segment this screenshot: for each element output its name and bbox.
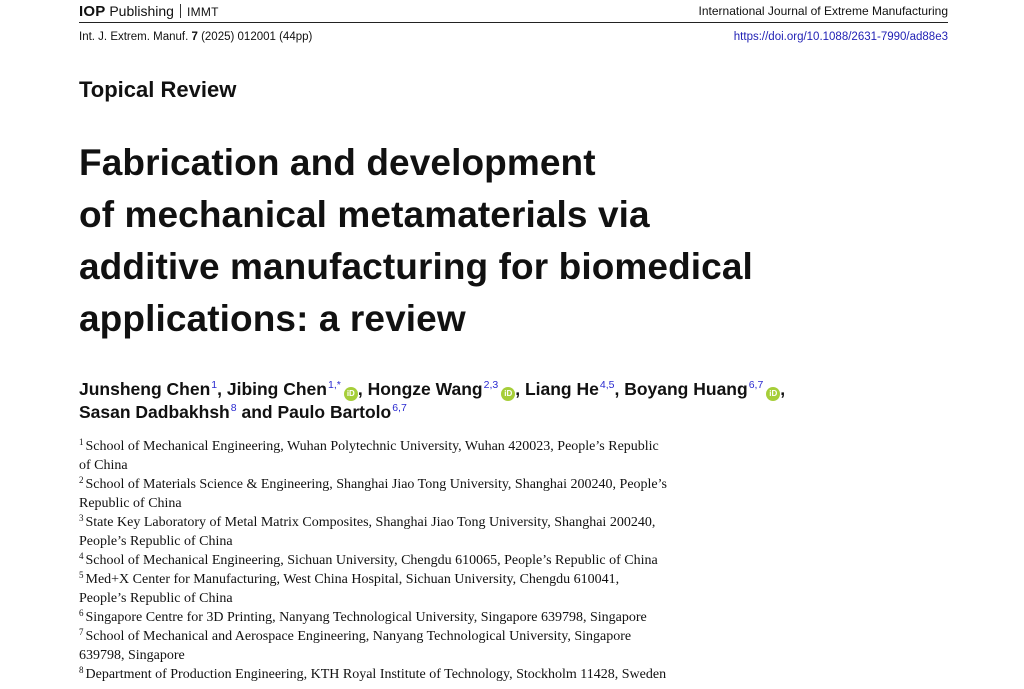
journal-name: International Journal of Extreme Manufacturing (698, 4, 948, 18)
affiliation-text: School of Materials Science & Engineering, Shanghai Jiao Tong University, Shanghai 200240, People’s (85, 477, 667, 492)
affiliation-item (79, 475, 799, 513)
affiliation-line (79, 570, 799, 589)
author-name: Boyang Huang (624, 379, 748, 399)
affiliation-number: 7 (79, 627, 84, 637)
author-line (79, 401, 959, 424)
affiliation-item (79, 608, 799, 627)
citation-volume: 7 (191, 31, 198, 43)
doi-link[interactable]: https://doi.org/10.1088/2631-7990/ad88e3 (733, 31, 948, 43)
affiliation-list (79, 437, 799, 684)
publisher-name-rest: Publishing (105, 3, 174, 19)
affiliation-text: Department of Production Engineering, KTH Royal Institute of Technology, Stockholm 11428, Sweden (85, 667, 667, 682)
affiliation-item (79, 627, 799, 665)
affiliation-number: 8 (79, 665, 84, 675)
affiliation-line (79, 665, 799, 684)
affiliation-text: State Key Laboratory of Metal Matrix Composites, Shanghai Jiao Tong University, Shanghai 200240, (85, 515, 656, 530)
affiliation-line (79, 437, 799, 456)
author-name: Sasan Dadbakhsh (79, 402, 230, 422)
affiliation-item (79, 570, 799, 608)
title-line: additive manufacturing for biomedical (79, 246, 753, 287)
title-line: Fabrication and development (79, 142, 596, 183)
author-name: Paulo Bartolo (277, 402, 392, 422)
partner-name: IMMT (186, 5, 219, 19)
author-name: Junsheng Chen (79, 379, 211, 399)
affiliation-item (79, 551, 799, 570)
affiliation-line: 639798, Singapore (79, 648, 185, 663)
affiliation-line (79, 551, 799, 570)
publisher-name-bold: IOP (79, 3, 106, 20)
article-type: Topical Review (79, 77, 237, 102)
author-affil-sup[interactable]: 6,7 (392, 402, 407, 414)
author-line (79, 378, 959, 401)
affiliation-number: 1 (79, 437, 84, 447)
affiliation-text: School of Mechanical Engineering, Wuhan Polytechnic University, Wuhan 420023, People’s Republic (85, 439, 659, 454)
author-separator: , (515, 379, 525, 399)
affiliation-text: School of Mechanical Engineering, Sichuan University, Chengdu 610065, People’s Republic of China (85, 553, 658, 568)
affiliation-number: 3 (79, 513, 84, 523)
affiliation-line: People’s Republic of China (79, 534, 233, 549)
author-affil-sup[interactable]: 1,* (327, 379, 341, 391)
affiliation-number: 5 (79, 570, 84, 580)
citation (79, 30, 312, 44)
affiliation-number: 4 (79, 551, 84, 561)
affiliation-text: School of Mechanical and Aerospace Engineering, Nanyang Technological University, Singapore (85, 629, 632, 644)
author-separator: , (614, 379, 625, 399)
affiliation-item (79, 513, 799, 551)
author-name: Hongze Wang (367, 379, 483, 399)
author-affil-sup[interactable]: 2,3 (483, 379, 499, 391)
affiliation-line (79, 608, 799, 627)
author-separator: , (357, 379, 368, 399)
affiliation-line: of China (79, 458, 128, 473)
affiliation-text: Singapore Centre for 3D Printing, Nanyang Technological University, Singapore 639798, Singapore (85, 610, 647, 625)
affiliation-line (79, 475, 799, 494)
paper-title (79, 137, 879, 345)
author-affil-sup[interactable]: 6,7 (748, 379, 764, 391)
publisher-logo (79, 3, 219, 20)
affiliation-item (79, 437, 799, 475)
author-separator: , (780, 379, 786, 399)
author-affil-sup[interactable]: 4,5 (599, 379, 615, 391)
title-line: of mechanical metamaterials via (79, 194, 650, 235)
header-rule (79, 22, 948, 23)
author-separator: and (236, 402, 278, 422)
author-name: Jibing Chen (226, 379, 327, 399)
author-separator: , (217, 379, 227, 399)
orcid-icon[interactable]: iD (766, 387, 780, 401)
affiliation-item (79, 665, 799, 684)
affiliation-line (79, 627, 799, 646)
affiliation-number: 6 (79, 608, 84, 618)
affiliation-line: Republic of China (79, 496, 182, 511)
affiliation-number: 2 (79, 475, 84, 485)
affiliation-line: People’s Republic of China (79, 591, 233, 606)
title-line: applications: a review (79, 298, 466, 339)
logo-divider (180, 4, 181, 18)
author-affil-sup[interactable]: 8 (230, 402, 237, 414)
citation-rest: (2025) 012001 (44pp) (197, 31, 313, 43)
orcid-icon[interactable]: iD (344, 387, 358, 401)
author-name: Liang He (524, 379, 599, 399)
citation-prefix: Int. J. Extrem. Manuf. (79, 31, 192, 43)
author-affil-sup[interactable]: 1 (211, 379, 218, 391)
affiliation-text: Med+X Center for Manufacturing, West China Hospital, Sichuan University, Chengdu 610041, (85, 572, 620, 587)
affiliation-line (79, 513, 799, 532)
orcid-icon[interactable]: iD (501, 387, 515, 401)
author-list (79, 378, 959, 424)
